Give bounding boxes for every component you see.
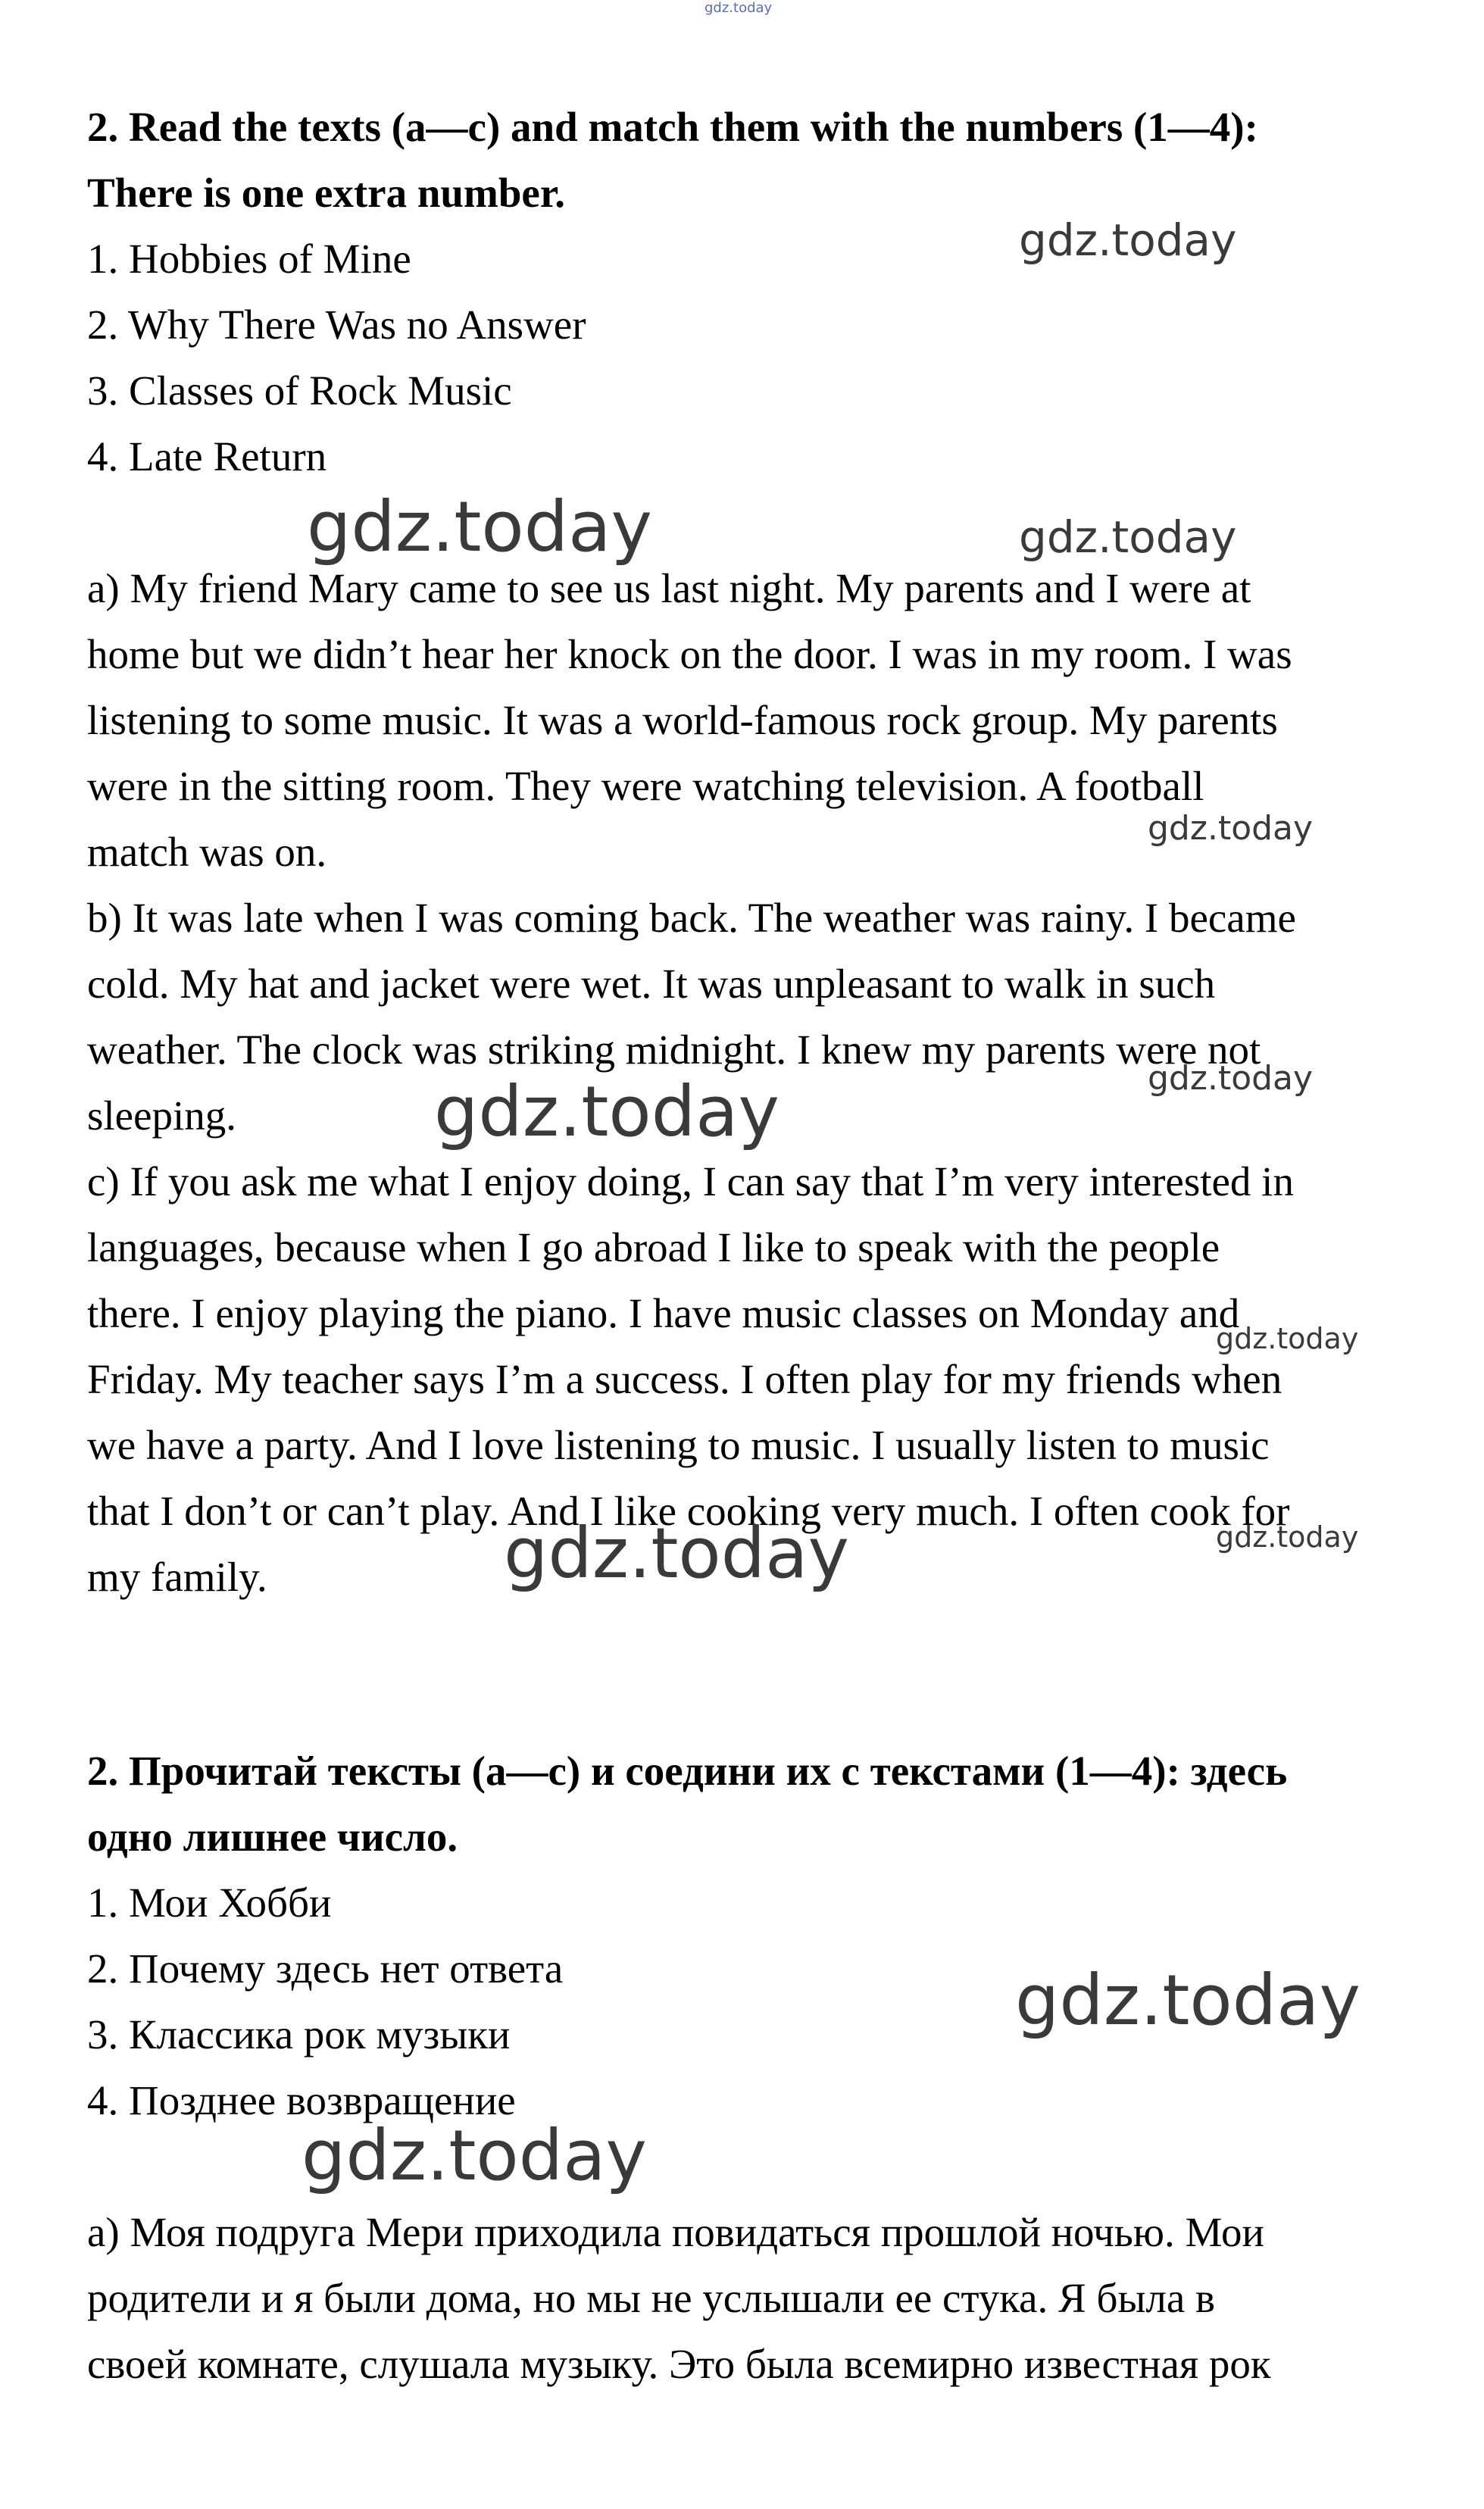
english-heading-line-1: 2. Read the texts (a—c) and match them with the numbers (1—4): — [87, 104, 1258, 150]
top-watermark: gdz.today — [705, 0, 773, 16]
english-text-a-line-5: match was on. — [87, 829, 327, 875]
watermark: gdz.today — [1216, 1322, 1359, 1355]
russian-option-4: 4. Позднее возвращение — [87, 2077, 516, 2123]
english-text-b-line-1: b) It was late when I was coming back. The weather was rainy. I became — [87, 895, 1296, 941]
english-text-b-line-4: sleeping. — [87, 1092, 237, 1139]
english-text-a-line-1: a) My friend Mary came to see us last night. My parents and I were at — [87, 565, 1251, 611]
english-text-c-line-3: there. I enjoy playing the piano. I have music classes on Monday and — [87, 1290, 1240, 1336]
russian-text-a-line-3: своей комнате, слушала музыку. Это была всемирно известная рок — [87, 2341, 1271, 2387]
english-text-a-line-3: listening to some music. It was a world-famous rock group. My parents — [87, 697, 1278, 743]
english-text-c-line-4: Friday. My teacher says I’m a success. I often play for my friends when — [87, 1356, 1282, 1402]
watermark: gdz.today — [307, 486, 652, 567]
english-text-c-line-2: languages, because when I go abroad I like to speak with the people — [87, 1224, 1220, 1270]
russian-heading-line-2: одно лишнее число. — [87, 1814, 458, 1860]
russian-option-3: 3. Классика рок музыки — [87, 2011, 511, 2058]
watermark: gdz.today — [504, 1513, 849, 1594]
russian-text-a-line-1: а) Моя подруга Мери приходила повидаться прошлой ночью. Мои — [87, 2209, 1264, 2255]
english-text-c-line-7: my family. — [87, 1554, 267, 1600]
english-option-4: 4. Late Return — [87, 433, 327, 480]
english-text-a-line-4: were in the sitting room. They were watching television. A football — [87, 763, 1204, 809]
english-option-3: 3. Classes of Rock Music — [87, 367, 512, 414]
watermark: gdz.today — [301, 2115, 647, 2196]
watermark: gdz.today — [434, 1071, 779, 1152]
russian-option-2: 2. Почему здесь нет ответа — [87, 1945, 564, 1992]
english-text-c-line-5: we have a party. And I love listening to music. I usually listen to music — [87, 1422, 1270, 1468]
watermark: gdz.today — [1148, 809, 1314, 848]
english-text-b-line-3: weather. The clock was striking midnight. I knew my parents were not — [87, 1026, 1261, 1073]
english-text-a-line-2: home but we didn’t hear her knock on the door. I was in my room. I was — [87, 631, 1292, 677]
english-heading-line-2: There is one extra number. — [87, 170, 565, 216]
english-option-2: 2. Why There Was no Answer — [87, 302, 586, 348]
watermark: gdz.today — [1148, 1059, 1314, 1098]
watermark: gdz.today — [1019, 214, 1237, 266]
watermark: gdz.today — [1216, 1520, 1359, 1554]
english-text-b-line-2: cold. My hat and jacket were wet. It was unpleasant to walk in such — [87, 961, 1216, 1007]
watermark: gdz.today — [1019, 511, 1237, 563]
russian-option-1: 1. Мои Хобби — [87, 1879, 332, 1926]
english-text-c-line-6: that I don’t or can’t play. And I like cooking very much. I often cook for — [87, 1488, 1290, 1534]
russian-heading-line-1: 2. Прочитай тексты (а—с) и соедини их с текстами (1—4): здесь — [87, 1748, 1288, 1794]
russian-text-a-line-2: родители и я были дома, но мы не услышали ее стука. Я была в — [87, 2275, 1216, 2321]
english-option-1: 1. Hobbies of Mine — [87, 236, 411, 282]
english-text-c-line-1: c) If you ask me what I enjoy doing, I can say that I’m very interested in — [87, 1158, 1294, 1205]
watermark: gdz.today — [1015, 1960, 1361, 2041]
